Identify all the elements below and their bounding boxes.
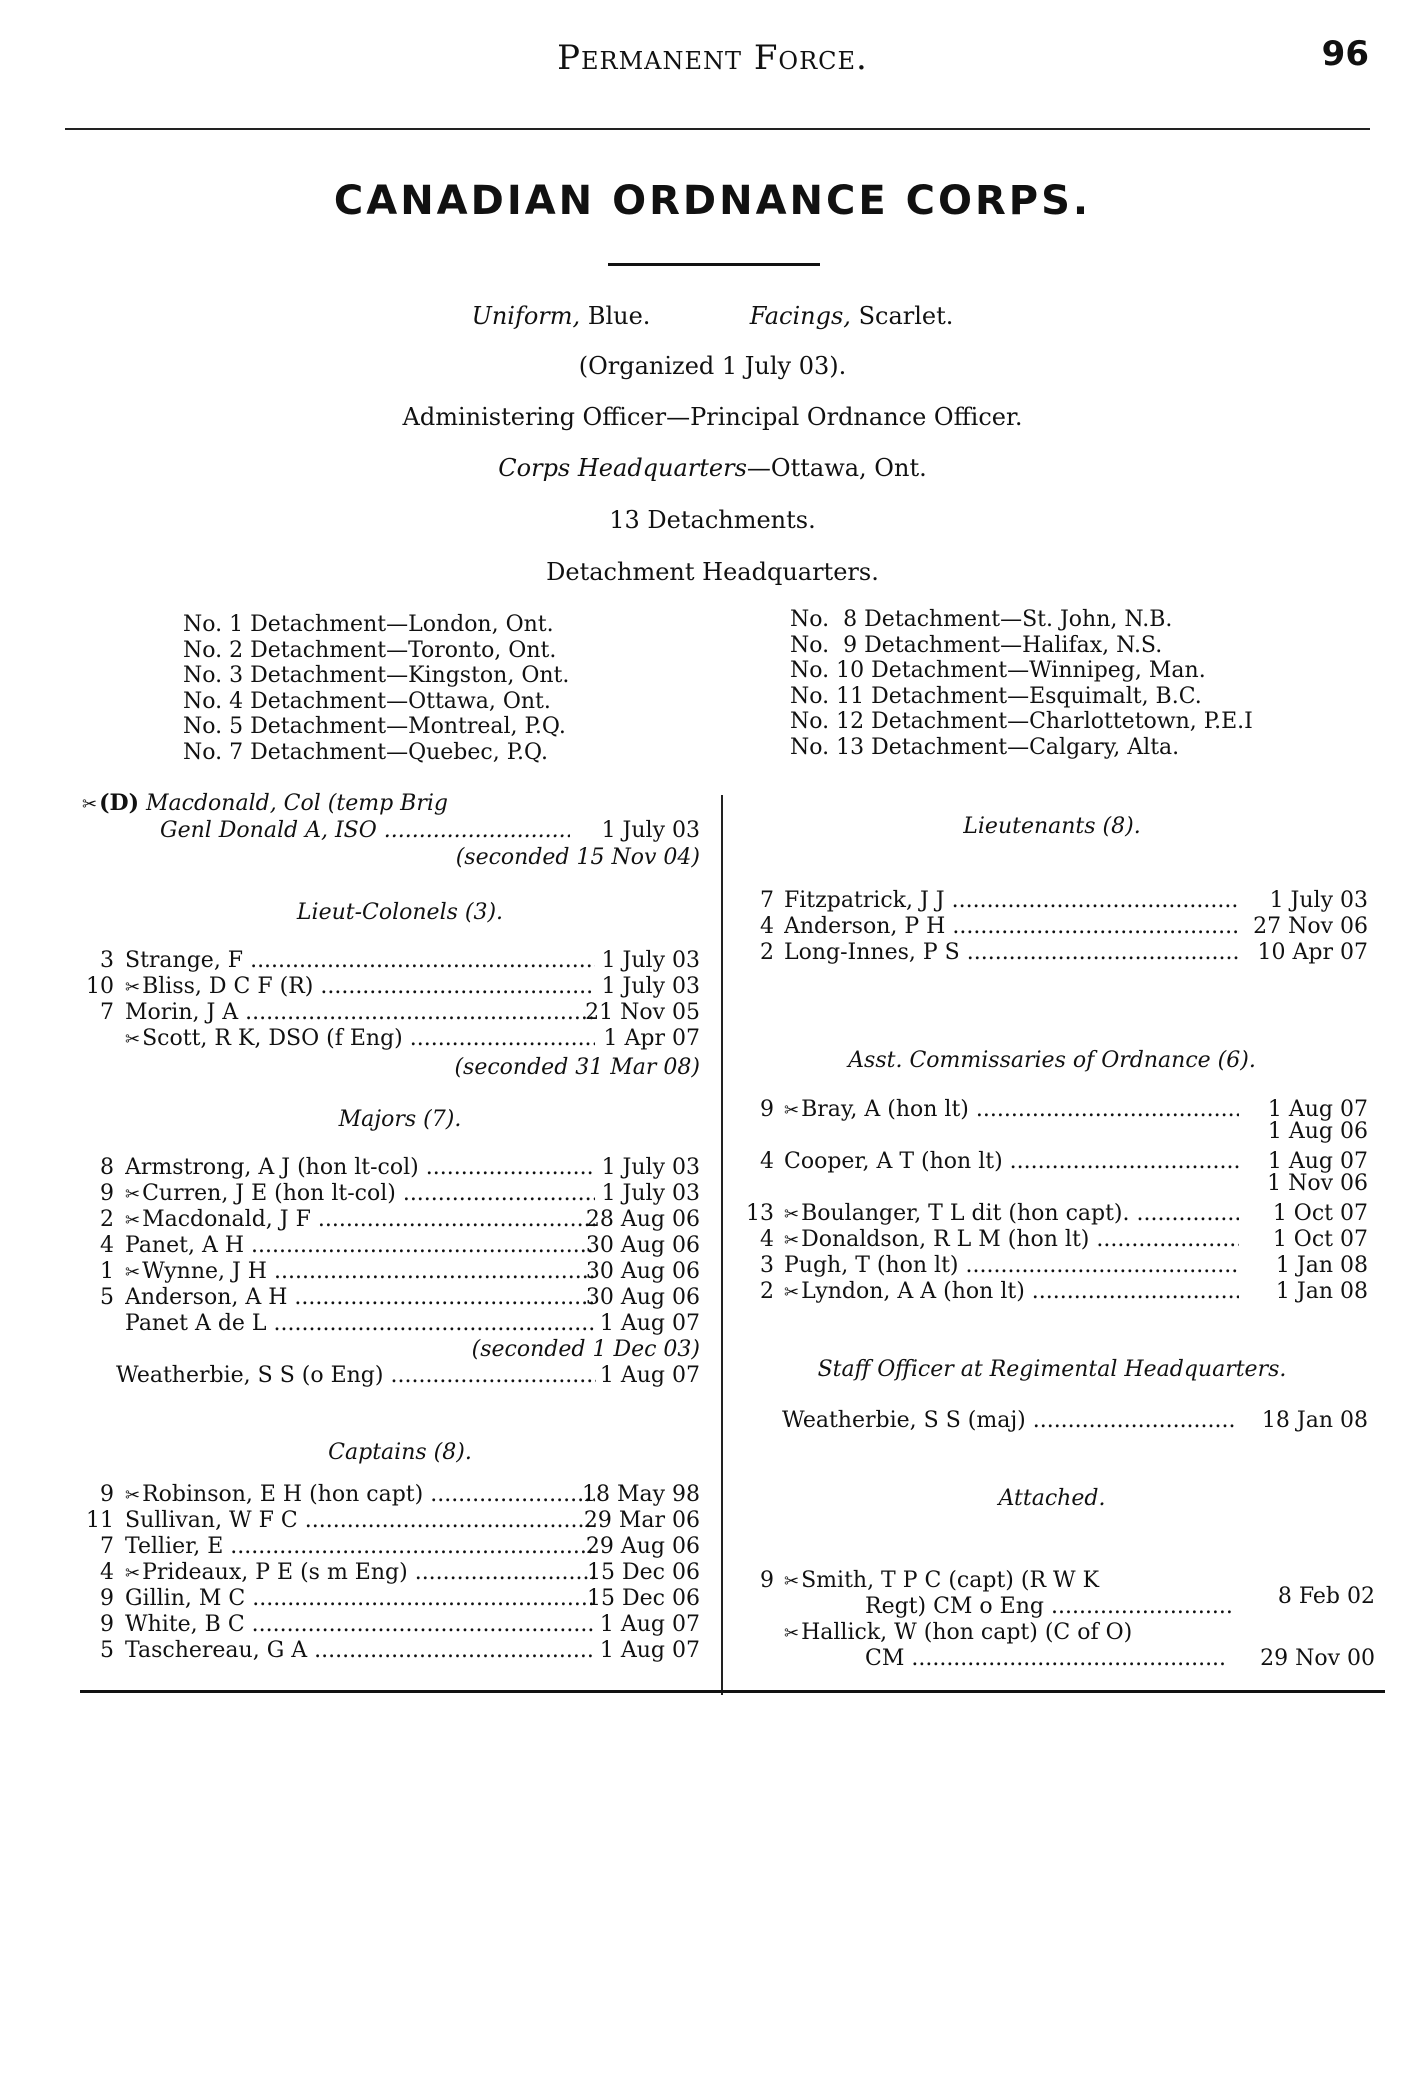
captain-row xyxy=(80,1534,700,1560)
staff-officer-row xyxy=(740,1408,1368,1434)
attached-hallick-date: 29 Nov 00 xyxy=(1260,1646,1375,1671)
list-number: 11 xyxy=(86,1508,114,1533)
detachment-item: No. 1 Detachment—London, Ont. xyxy=(183,612,554,637)
title-rule xyxy=(608,263,820,266)
facings-value: Scarlet. xyxy=(858,302,954,330)
lieutenants-heading: Lieutenants (8). xyxy=(963,814,1141,839)
asst-commissary-row xyxy=(740,1253,1368,1279)
commandant-name1: Macdonald, Col (temp Brig xyxy=(146,791,448,816)
captain-row xyxy=(80,1638,700,1664)
lieut-colonel-row xyxy=(80,948,700,974)
staff-officer-heading: Staff Officer at Regimental Headquarters. xyxy=(817,1357,1287,1382)
detachments-left-list xyxy=(183,612,569,765)
sword-icon: ✂ xyxy=(82,794,98,815)
commandant-prefix: (D) xyxy=(99,790,139,816)
seniority-date: 1 Aug 07 xyxy=(1267,1149,1368,1174)
officer-name: Tellier, E xyxy=(125,1534,224,1559)
list-number: 3 xyxy=(760,1253,774,1278)
list-number: 7 xyxy=(760,888,774,913)
seniority-date: 1 Apr 07 xyxy=(603,1026,700,1051)
list-number: 3 xyxy=(100,948,114,973)
seniority-date: 1 July 03 xyxy=(1269,888,1368,913)
officer-name: Cooper, A T (hon lt) xyxy=(784,1149,1003,1174)
list-number: 7 xyxy=(100,1534,114,1559)
hq-label: Corps Headquarters xyxy=(498,454,747,482)
list-number: 1 xyxy=(100,1259,114,1284)
commandant-line1 xyxy=(82,790,448,816)
officer-name: Bliss, D C F (R) xyxy=(142,974,314,999)
list-number: 9 xyxy=(760,1097,774,1122)
attached-hallick-line1: ✂Hallick, W (hon capt) (C of O) xyxy=(784,1620,1133,1645)
sword-icon: ✂ xyxy=(784,1571,800,1592)
commandant-date: 1 July 03 xyxy=(601,818,700,843)
seniority-date: 1 Aug 07 xyxy=(599,1638,700,1663)
running-title: Permanent Force. xyxy=(557,38,868,78)
facings-label: Facings, xyxy=(749,302,851,330)
detachment-item: No. 3 Detachment—Kingston, Ont. xyxy=(183,663,570,688)
major-row xyxy=(80,1311,700,1337)
sword-icon: ✂ xyxy=(125,1184,141,1205)
majors-heading: Majors (7). xyxy=(338,1107,462,1132)
lieut-colonel-row xyxy=(80,974,700,1000)
attached-smith-line1: 9 ✂Smith, T P C (capt) (R W K xyxy=(760,1568,1100,1593)
major-row xyxy=(80,1155,700,1181)
officer-name: Gillin, M C xyxy=(125,1586,246,1611)
captain-row xyxy=(80,1586,700,1612)
officer-name: Prideaux, P E (s m Eng) xyxy=(142,1560,408,1585)
list-number: 7 xyxy=(100,1000,114,1025)
asst-commissary-row xyxy=(740,1201,1368,1227)
sword-icon: ✂ xyxy=(784,1230,800,1251)
lieutenant-row xyxy=(740,914,1368,940)
sword-icon: ✂ xyxy=(784,1282,800,1303)
attached-heading: Attached. xyxy=(998,1486,1106,1511)
officer-name: Panet A de L xyxy=(125,1311,267,1336)
seniority-date: 30 Aug 06 xyxy=(585,1233,700,1258)
officer-name: Donaldson, R L M (hon lt) xyxy=(801,1227,1090,1252)
list-number: 5 xyxy=(100,1638,114,1663)
list-number: 13 xyxy=(746,1201,774,1226)
lieutenant-row xyxy=(740,940,1368,966)
asst-commissary-row xyxy=(740,1149,1368,1196)
asst-commissary-row xyxy=(740,1279,1368,1305)
officer-name: Curren, J E (hon lt-col) xyxy=(142,1181,396,1206)
seniority-date: 15 Dec 06 xyxy=(587,1586,700,1611)
detachment-item: No. 13 Detachment—Calgary, Alta. xyxy=(790,734,1180,760)
page-number: 96 xyxy=(1321,34,1369,74)
seniority-date: 29 Aug 06 xyxy=(585,1534,700,1559)
hq-line xyxy=(0,454,1425,482)
seniority-date-2: 1 Nov 06 xyxy=(1267,1171,1368,1196)
officer-name: Long-Innes, P S xyxy=(784,940,960,965)
officer-name: Strange, F xyxy=(125,948,244,973)
seniority-date: 15 Dec 06 xyxy=(587,1560,700,1585)
seniority-date: 1 Aug 07 xyxy=(599,1363,700,1388)
seniority-date: 1 Aug 07 xyxy=(599,1612,700,1637)
officer-name: White, B C xyxy=(125,1612,245,1637)
seniority-date: 1 July 03 xyxy=(601,974,700,999)
sword-icon: ✂ xyxy=(784,1204,800,1225)
lieut-colonel-row xyxy=(80,1026,700,1052)
seniority-date: 1 Jan 08 xyxy=(1275,1279,1368,1304)
sword-icon: ✂ xyxy=(784,1100,800,1121)
list-number: 2 xyxy=(100,1207,114,1232)
officer-name: Boulanger, T L dit (hon capt). xyxy=(801,1201,1130,1226)
major-row xyxy=(80,1181,700,1207)
captain-row xyxy=(80,1482,700,1508)
detachment-hq-heading: Detachment Headquarters. xyxy=(546,558,879,586)
captain-row xyxy=(80,1508,700,1534)
list-number: 4 xyxy=(100,1233,114,1258)
officer-name: Scott, R K, DSO (f Eng) xyxy=(142,1026,403,1051)
seniority-date: 1 July 03 xyxy=(601,1155,700,1180)
commandant-note: (seconded 15 Nov 04) xyxy=(455,845,700,870)
seniority-date-2: 1 Aug 06 xyxy=(1267,1119,1368,1144)
sword-icon: ✂ xyxy=(125,1485,141,1506)
seniority-date: 1 July 03 xyxy=(601,948,700,973)
seniority-date: 27 Nov 06 xyxy=(1253,914,1368,939)
officer-name: Macdonald, J F xyxy=(142,1207,311,1232)
major-row xyxy=(80,1363,700,1389)
list-number: 5 xyxy=(100,1285,114,1310)
officer-name: Morin, J A xyxy=(125,1000,239,1025)
detachment-item: No. 12 Detachment—Charlottetown, P.E.I xyxy=(790,709,1253,734)
detachments-right-list xyxy=(790,607,1253,760)
organized-line: (Organized 1 July 03). xyxy=(578,352,847,380)
attached-smith-line2: Regt) CM o Eng ..... 8 Feb 02 xyxy=(740,1584,1375,1610)
officer-name: Lyndon, A A (hon lt) xyxy=(801,1279,1025,1304)
lieut-colonel-row xyxy=(80,1000,700,1026)
commandant-name2: Genl Donald A, ISO xyxy=(160,818,377,843)
seniority-date: 1 Aug 07 xyxy=(1267,1097,1368,1122)
captain-row xyxy=(80,1612,700,1638)
sword-icon: ✂ xyxy=(125,1210,141,1231)
captains-heading: Captains (8). xyxy=(328,1440,472,1465)
officer-name: Weatherbie, S S (o Eng) xyxy=(116,1363,384,1388)
seniority-date: 1 Jan 08 xyxy=(1275,1253,1368,1278)
officer-name: Bray, A (hon lt) xyxy=(801,1097,969,1122)
list-number: 2 xyxy=(760,1279,774,1304)
asst-commissary-row xyxy=(740,1227,1368,1253)
officer-name: Weatherbie, S S (maj) xyxy=(782,1408,1026,1433)
top-rule xyxy=(65,128,1370,130)
list-number: 8 xyxy=(100,1155,114,1180)
officer-name: Panet, A H xyxy=(125,1233,245,1258)
asst-commissaries-heading: Asst. Commissaries of Ordnance (6). xyxy=(848,1048,1256,1073)
list-number: 9 xyxy=(100,1482,114,1507)
sword-icon: ✂ xyxy=(784,1623,800,1644)
seniority-date: 1 July 03 xyxy=(601,1181,700,1206)
seniority-date: 1 Oct 07 xyxy=(1272,1227,1368,1252)
major-row xyxy=(80,1233,700,1259)
detachment-item: No. 9 Detachment—Halifax, N.S. xyxy=(790,632,1163,658)
detachment-item: No. 2 Detachment—Toronto, Ont. xyxy=(183,637,557,663)
major-row xyxy=(80,1259,700,1285)
list-number: 4 xyxy=(760,914,774,939)
corps-title: CANADIAN ORDNANCE CORPS. xyxy=(333,178,1092,224)
detachments-count: 13 Detachments. xyxy=(609,506,816,534)
list-number: 4 xyxy=(760,1227,774,1252)
major-row xyxy=(80,1285,700,1311)
officer-name: Armstrong, A J (hon lt-col) xyxy=(125,1155,419,1180)
asst-commissary-row xyxy=(740,1097,1368,1144)
list-number: 4 xyxy=(760,1149,774,1174)
administering-line: Administering Officer—Principal Ordnance Officer. xyxy=(402,403,1023,431)
officer-name: Wynne, J H xyxy=(142,1259,267,1284)
sword-icon: ✂ xyxy=(125,1563,141,1584)
detachment-item: No. 4 Detachment—Ottawa, Ont. xyxy=(183,688,551,714)
list-number: 4 xyxy=(100,1560,114,1585)
officer-name: Anderson, A H xyxy=(125,1285,288,1310)
lieut-colonels-note: (seconded 31 Mar 08) xyxy=(454,1055,700,1080)
detachment-item: No. 8 Detachment—St. John, N.B. xyxy=(790,607,1173,632)
majors-note: (seconded 1 Dec 03) xyxy=(471,1337,700,1362)
list-number: 9 xyxy=(100,1586,114,1611)
major-row xyxy=(80,1207,700,1233)
captain-row xyxy=(80,1560,700,1586)
uniform-label: Uniform, xyxy=(471,302,581,330)
sword-icon: ✂ xyxy=(125,977,141,998)
detachment-item: No. 5 Detachment—Montreal, P.Q. xyxy=(183,714,566,739)
lieut-colonels-heading: Lieut-Colonels (3). xyxy=(296,900,504,925)
uniform-value: Blue. xyxy=(587,302,651,330)
hq-value: —Ottawa, Ont. xyxy=(746,454,927,482)
officer-name: Taschereau, G A xyxy=(125,1638,308,1663)
detachment-item: No. 10 Detachment—Winnipeg, Man. xyxy=(790,658,1206,683)
seniority-date: 30 Aug 06 xyxy=(585,1285,700,1310)
uniform-line xyxy=(0,302,1425,330)
seniority-date: 21 Nov 05 xyxy=(585,1000,700,1025)
list-number: 2 xyxy=(760,940,774,965)
officer-name: Robinson, E H (hon capt) xyxy=(142,1482,424,1507)
officer-name: Sullivan, W F C xyxy=(125,1508,298,1533)
seniority-date: 28 Aug 06 xyxy=(585,1207,700,1232)
list-number: 9 xyxy=(100,1612,114,1637)
seniority-date: 29 Mar 06 xyxy=(583,1508,700,1533)
sword-icon: ✂ xyxy=(125,1262,141,1283)
officer-name: Fitzpatrick, J J xyxy=(784,888,945,913)
column-divider xyxy=(721,795,723,1695)
lieutenant-row xyxy=(740,888,1368,914)
officer-name: Anderson, P H xyxy=(784,914,946,939)
seniority-date: 18 May 98 xyxy=(581,1482,700,1507)
bottom-rule xyxy=(80,1690,1385,1693)
list-number: 10 xyxy=(86,974,114,999)
seniority-date: 10 Apr 07 xyxy=(1257,940,1368,965)
sword-icon: ✂ xyxy=(125,1029,141,1050)
attached-smith-date: 8 Feb 02 xyxy=(1277,1584,1375,1609)
attached-hallick-line2: CM ..... 29 Nov 00 xyxy=(740,1646,1375,1672)
detachment-item: No. 11 Detachment—Esquimalt, B.C. xyxy=(790,683,1202,709)
seniority-date: 1 Aug 07 xyxy=(599,1311,700,1336)
seniority-date: 18 Jan 08 xyxy=(1261,1408,1368,1433)
seniority-date: 30 Aug 06 xyxy=(585,1259,700,1284)
commandant-line2 xyxy=(160,818,700,844)
list-number: 9 xyxy=(100,1181,114,1206)
detachment-item: No. 7 Detachment—Quebec, P.Q. xyxy=(183,739,548,765)
seniority-date: 1 Oct 07 xyxy=(1272,1201,1368,1226)
officer-name: Pugh, T (hon lt) xyxy=(784,1253,959,1278)
